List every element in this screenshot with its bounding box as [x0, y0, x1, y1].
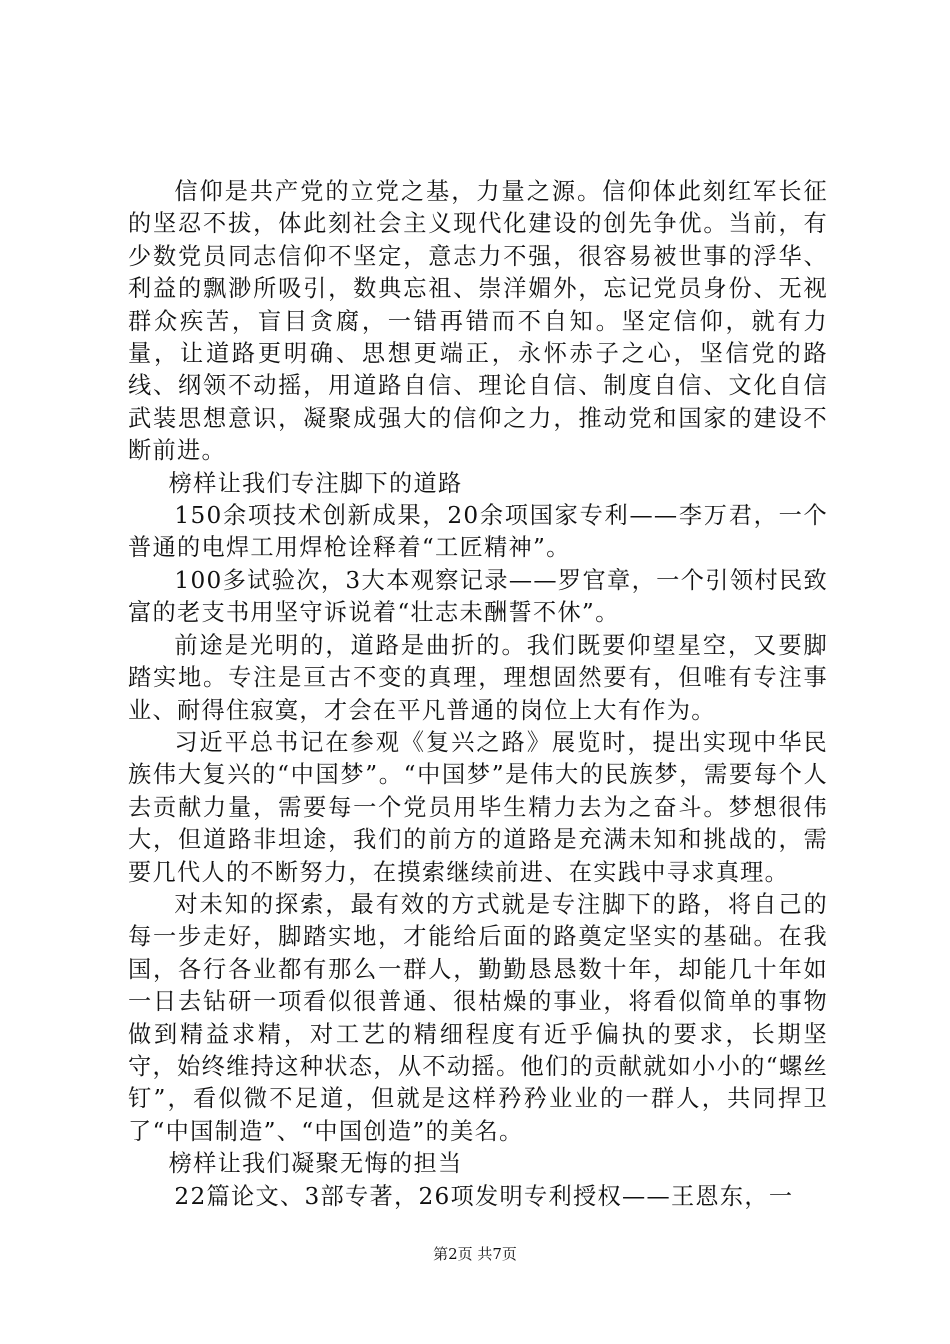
paragraph-chinese-dream: 习近平总书记在参观《复兴之路》展览时，提出实现中华民族伟大复兴的“中国梦”。“中国梦”是伟大的民族梦，需要每个人去贡献力量，需要每一个党员用毕生精力去为之奋斗。梦想很伟大，但道路非坦途，我们的前方的道路是充满未知和挑战的，需要几代人的不断努力，在摸索继续前进、在实践中寻求真理。 [128, 728, 828, 886]
paragraph-luo-guanzhang: 100多试验次，3大本观察记录——罗官章，一个引领村民致富的老支书用坚守诉说着“壮志未酬誓不休”。 [128, 566, 828, 627]
page-number-footer: 第2页 共7页 [433, 1245, 517, 1263]
paragraph-future-bright: 前途是光明的，道路是曲折的。我们既要仰望星空，又要脚踏实地。专注是亘古不变的真理，理想固然要有，但唯有专注事业、耐得住寂寞，才会在平凡普通的岗位上大有作为。 [128, 631, 828, 724]
section-heading-responsibility: 榜样让我们凝聚无悔的担当 [168, 1150, 463, 1178]
section-heading-focus: 榜样让我们专注脚下的道路 [168, 469, 463, 497]
paragraph-faith: 信仰是共产党的立党之基，力量之源。信仰体此刻红军长征的坚忍不拔，体此刻社会主义现代化建设的创先争优。当前，有少数党员同志信仰不坚定，意志力不强，很容易被世事的浮华、利益的飘渺所吸引，数典忘祖、崇洋媚外，忘记党员身份、无视群众疾苦，盲目贪腐，一错再错而不自知。坚定信仰，就有力量，让道路更明确、思想更端正，永怀赤子之心，坚信党的路线、纲领不动摇，用道路自信、理论自信、制度自信、文化自信武装思想意识，凝聚成强大的信仰之力，推动党和国家的建设不断前进。 [128, 178, 828, 465]
document-body [128, 176, 828, 1213]
paragraph-explore-unknown: 对未知的探索，最有效的方式就是专注脚下的路，将自己的每一步走好，脚踏实地，才能给后面的路奠定坚实的基础。在我国，各行各业都有那么一群人，勤勤恳恳数十年，却能几十年如一日去钻研一项看似很普通、很枯燥的事业，将看似简单的事物做到精益求精，对工艺的精细程度有近乎偏执的要求，长期坚守，始终维持这种状态，从不动摇。他们的贡献就如小小的“螺丝钉”，看似微不足道，但就是这样矜矜业业的一群人，共同捍卫了“中国制造”、“中国创造”的美名。 [128, 890, 828, 1145]
paragraph-wang-endong: 22篇论文、3部专著，26项发明专利授权——王恩东，一 [174, 1182, 794, 1210]
paragraph-li-wanjun: 150余项技术创新成果，20余项国家专利——李万君，一个普通的电焊工用焊枪诠释着“工匠精神”。 [128, 502, 828, 562]
